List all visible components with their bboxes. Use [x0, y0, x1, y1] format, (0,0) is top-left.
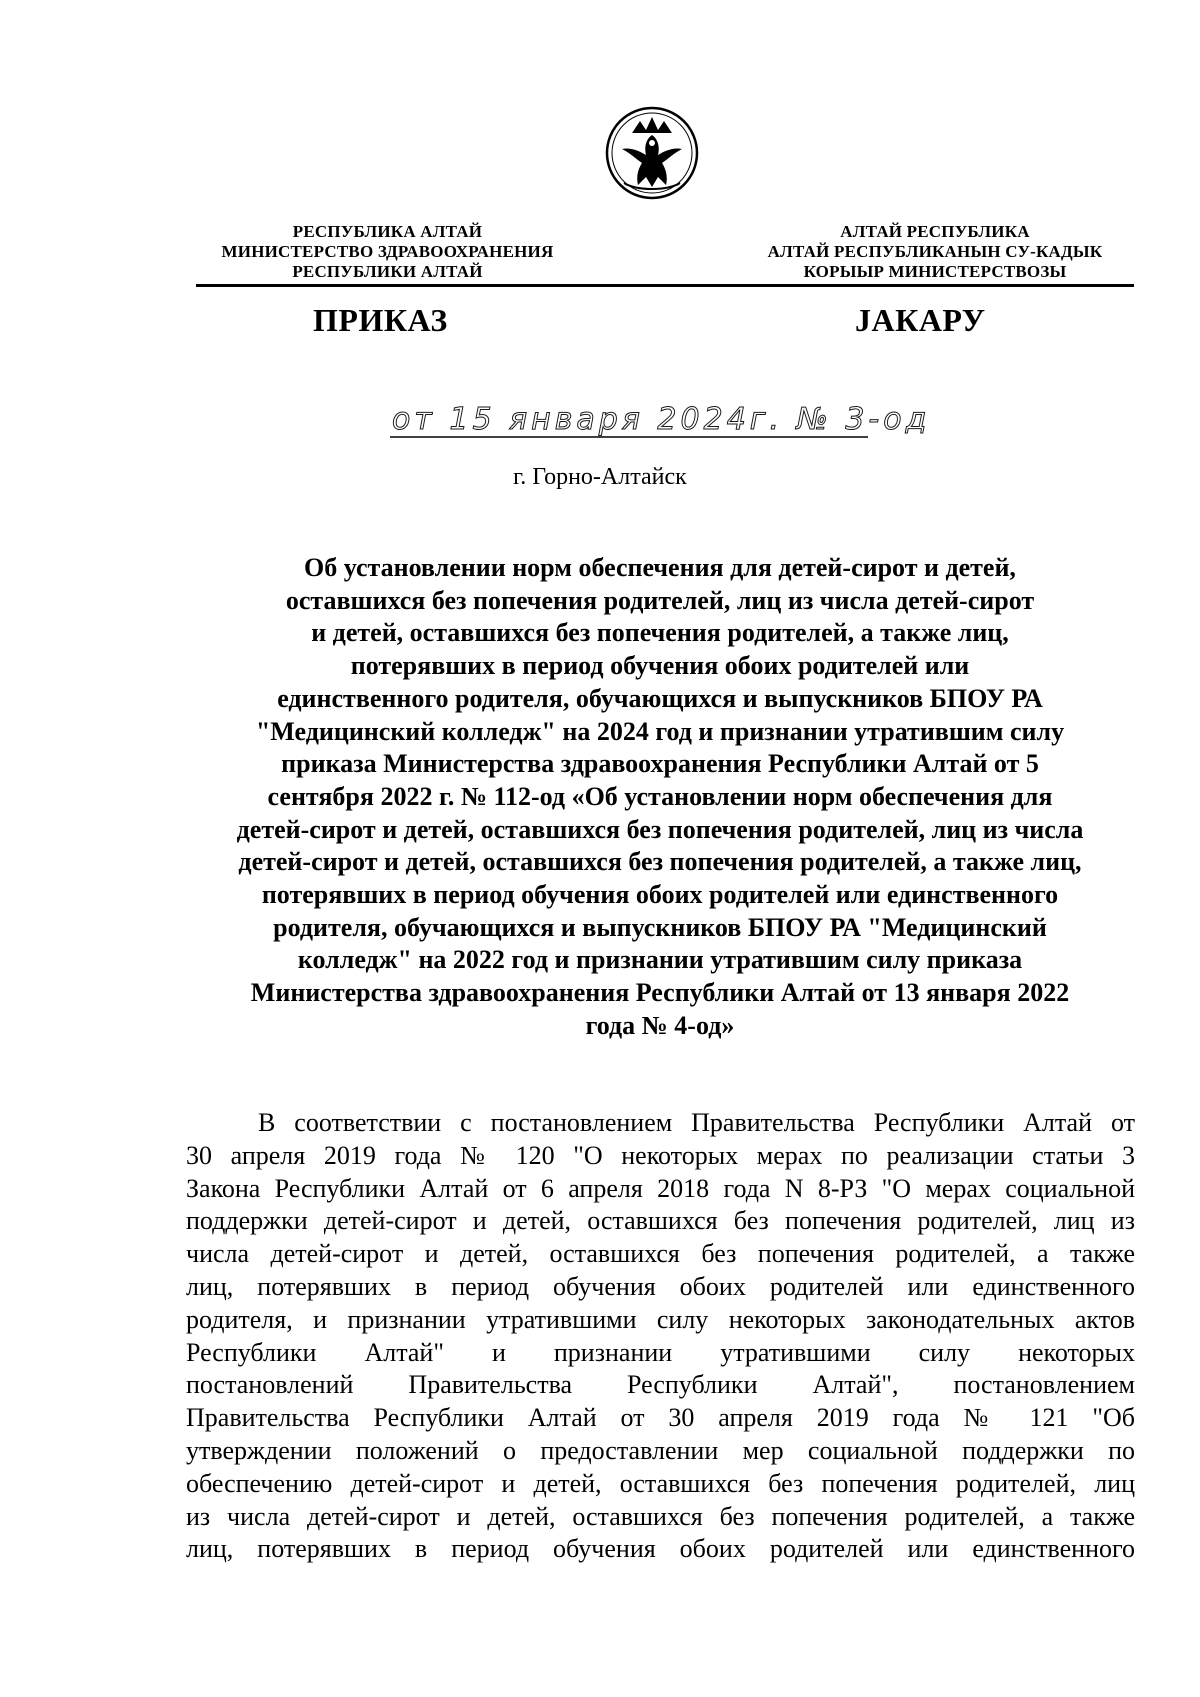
- subject-line: оставшихся без попечения родителей, лиц из числа детей-сирот: [285, 585, 1035, 615]
- title-jakaru: JАКАРУ: [855, 302, 986, 338]
- body-line: числа детей-сирот и детей, оставшихся без попечения родителей, а также: [186, 1239, 1135, 1269]
- subject-line: приказа Министерства здравоохранения Республики Алтай от 5: [281, 749, 1039, 779]
- document-subject: [190, 552, 1130, 1043]
- header-right-line: КОРЫЫР МИНИСТЕРСТВОЗЫ: [803, 262, 1067, 281]
- body-line: из числа детей-сирот и детей, оставшихся без попечения родителей, а также: [186, 1501, 1135, 1531]
- subject-line: колледж" на 2022 год и признании утратившим силу приказа: [297, 945, 1023, 975]
- subject-line: и детей, оставшихся без попечения родителей, а также лиц,: [311, 618, 1009, 648]
- body-line: поддержки детей-сирот и детей, оставшихся без попечения родителей, лиц из: [186, 1206, 1135, 1236]
- subject-line: Министерства здравоохранения Республики Алтай от 13 января 2022: [250, 978, 1070, 1008]
- subject-line: детей-сирот и детей, оставшихся без попечения родителей, а также лиц,: [238, 847, 1082, 877]
- handwritten-date-number: [390, 397, 930, 447]
- body-line: Закона Республики Алтай от 6 апреля 2018 года N 8-РЗ "О мерах социальной: [186, 1173, 1135, 1203]
- body-line: 30 апреля 2019 года № 120 "О некоторых мерах по реализации статьи 3: [186, 1140, 1135, 1170]
- header-divider: [196, 284, 1134, 287]
- subject-line: потерявших в период обучения обоих родителей или: [350, 651, 970, 681]
- city-name: г. Горно-Алтайск: [513, 464, 687, 490]
- body-line: утверждении положений о предоставлении мер социальной поддержки по: [186, 1435, 1135, 1465]
- subject-line: потерявших в период обучения обоих родителей или единственного: [261, 880, 1059, 910]
- header-left-line: МИНИСТЕРСТВО ЗДРАВООХРАНЕНИЯ: [221, 242, 554, 261]
- header-ministry-altai: [740, 222, 1130, 282]
- header-ministry-russian: [195, 222, 580, 282]
- subject-line: Об установлении норм обеспечения для детей-сирот и детей,: [304, 553, 1016, 582]
- subject-line: года № 4-од»: [585, 1010, 735, 1040]
- body-line: Республики Алтай" и признании утратившими силу некоторых: [186, 1337, 1135, 1367]
- body-paragraph: [186, 1107, 1135, 1566]
- header-right-line: АЛТАЙ РЕСПУБЛИКА: [840, 222, 1030, 241]
- body-line: обеспечению детей-сирот и детей, оставшихся без попечения родителей, лиц: [186, 1468, 1135, 1498]
- subject-line: "Медицинский колледж" на 2024 год и признании утратившим силу: [255, 716, 1065, 746]
- handwritten-date-text: от 15 января 2024г. № 3-од: [392, 402, 930, 437]
- body-line: лиц, потерявших в период обучения обоих родителей или единственного: [186, 1534, 1135, 1564]
- body-line: родителя, и признании утратившими силу некоторых законодательных актов: [186, 1304, 1135, 1334]
- body-line: лиц, потерявших в период обучения обоих родителей или единственного: [186, 1271, 1135, 1301]
- subject-line: сентября 2022 г. № 112-од «Об установлении норм обеспечения для: [267, 781, 1053, 811]
- body-line: В соответствии с постановлением Правительства Республики Алтай от: [258, 1108, 1135, 1137]
- header-left-line: РЕСПУБЛИКА АЛТАЙ: [292, 222, 483, 241]
- subject-line: детей-сирот и детей, оставшихся без попечения родителей, лиц из числа: [236, 814, 1084, 844]
- subject-line: единственного родителя, обучающихся и выпускников БПОУ РА: [277, 683, 1043, 713]
- header-left-line: РЕСПУБЛИКИ АЛТАЙ: [292, 262, 483, 281]
- body-line: постановлений Правительства Республики Алтай", постановлением: [186, 1370, 1135, 1400]
- republic-altai-emblem-icon: [602, 103, 702, 203]
- title-prikaz: ПРИКАЗ: [313, 302, 448, 338]
- subject-line: родителя, обучающихся и выпускников БПОУ РА "Медицинский: [273, 912, 1047, 942]
- body-line: Правительства Республики Алтай от 30 апреля 2019 года № 121 "Об: [186, 1403, 1135, 1433]
- header-right-line: АЛТАЙ РЕСПУБЛИКАНЫН СУ-КАДЫК: [767, 242, 1103, 261]
